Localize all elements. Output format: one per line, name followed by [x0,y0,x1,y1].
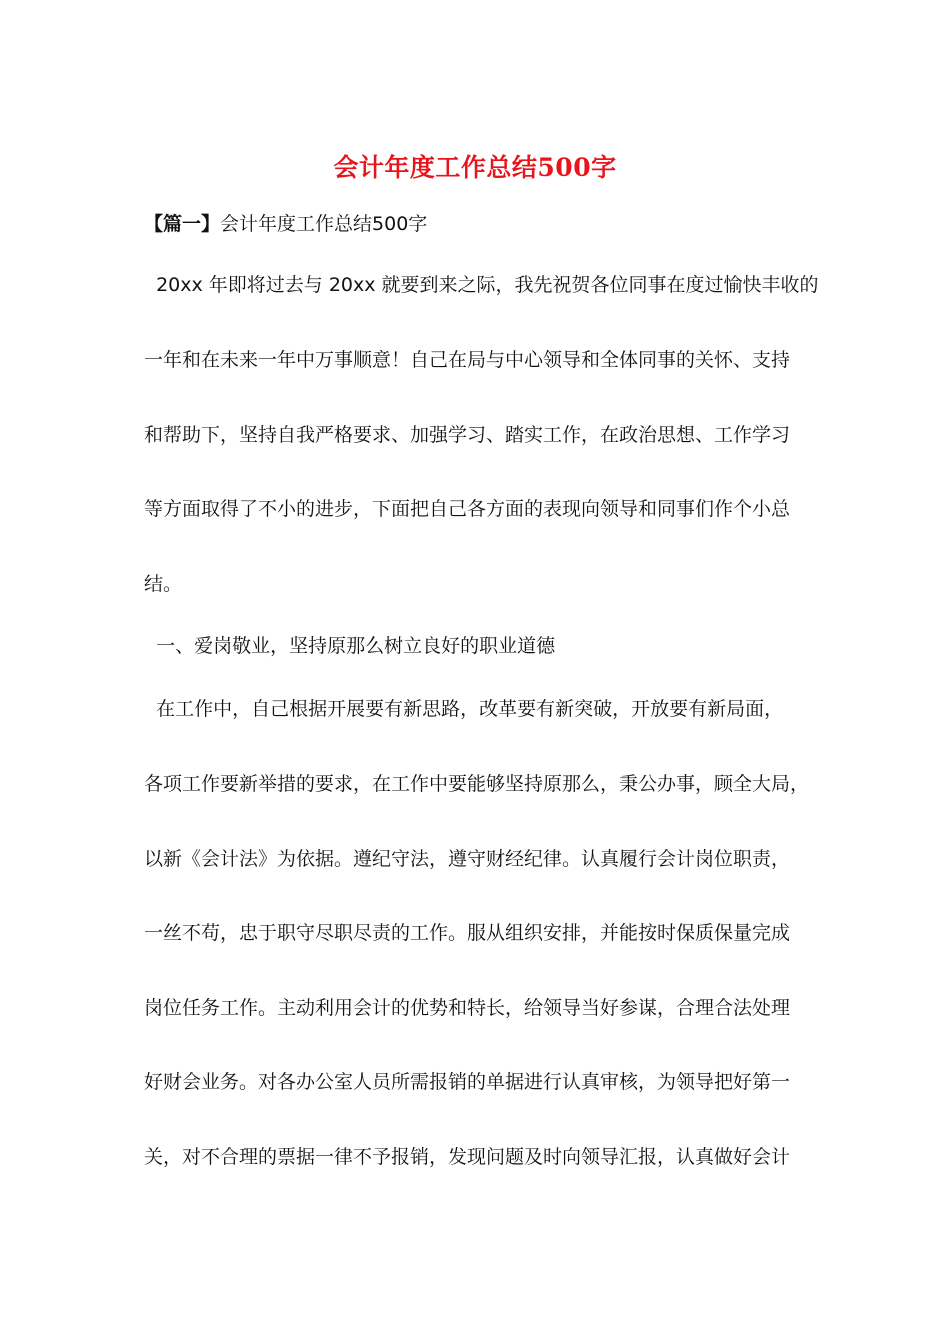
body-line: 各项工作要新举措的要求，在工作中要能够坚持原那么，秉公办事，顾全大局， [144,773,810,795]
section-subheading: 一、爱岗敬业，坚持原那么树立良好的职业道德 [144,635,556,657]
body-line: 关，对不合理的票据一律不予报销，发现问题及时向领导汇报，认真做好会计 [144,1146,791,1168]
body-line: 等方面取得了不小的进步，下面把自己各方面的表现向领导和同事们作个小总 [144,498,791,520]
body-line: 好财会业务。对各办公室人员所需报销的单据进行认真审核，为领导把好第一 [144,1071,791,1093]
body-line: 和帮助下，坚持自我严格要求、加强学习、踏实工作，在政治思想、工作学习 [144,424,791,446]
body-line: 岗位任务工作。主动利用会计的优势和特长，给领导当好参谋，合理合法处理 [144,997,791,1019]
body-line: 结。 [144,573,183,595]
body-line: 以新《会计法》为依据。遵纪守法，遵守财经纪律。认真履行会计岗位职责， [144,848,791,870]
section-heading [144,210,427,238]
body-line: 在工作中，自己根据开展要有新思路，改革要有新突破，开放要有新局面， [144,698,784,720]
body-line: 一丝不苟，忠于职守尽职尽责的工作。服从组织安排，并能按时保质保量完成 [144,922,791,944]
document-title: 会计年度工作总结500字 [333,153,617,182]
section-heading-text: 会计年度工作总结500字 [220,213,428,235]
body-line: 20xx 年即将过去与 20xx 就要到来之际，我先祝贺各位同事在度过愉快丰收的 [144,274,819,296]
section-heading-prefix: 【篇一】 [144,213,221,235]
body-line: 一年和在未来一年中万事顺意！自己在局与中心领导和全体同事的关怀、支持 [144,349,791,371]
